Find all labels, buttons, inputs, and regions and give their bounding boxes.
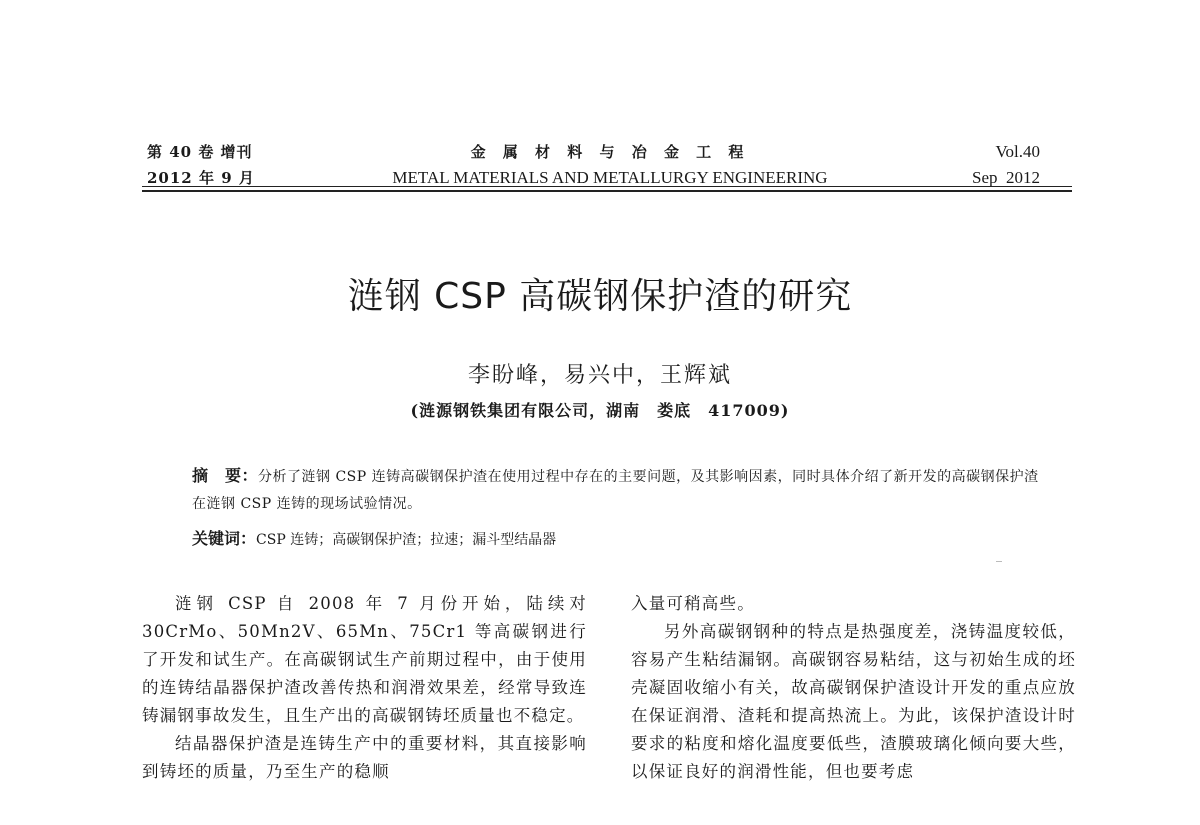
date-en: Sep 2012	[972, 168, 1040, 187]
paragraph-continued: 入量可稍高些。	[631, 594, 755, 613]
volume-en: Vol.40	[995, 142, 1040, 161]
paper-title: 涟钢 CSP 高碳钢保护渣的研究	[347, 276, 853, 317]
paragraph: 另外高碳钢钢种的特点是热强度差，浇铸温度较低，容易产生粘结漏钢。高碳钢容易粘结，这与初始生成的坯壳凝固收缩小有关，故高碳钢保护渣设计开发的重点应放在保证润滑、渣耗和提高热流上。为此，该保护渣设计时要求的粘度和熔化温度要低些，渣膜玻璃化倾向要大些，以保证良好的润滑性能，但也要考虑	[631, 622, 1076, 781]
affiliation: (涟源钢铁集团有限公司，湖南 娄底 417009)	[410, 401, 790, 420]
abstract	[192, 462, 1042, 518]
journal-name-en: METAL MATERIALS AND METALLURGY ENGINEERING	[392, 168, 828, 187]
keywords	[192, 525, 1042, 554]
date-cn: 2012 年 9 月	[147, 169, 255, 187]
header-left	[147, 139, 255, 191]
authors: 李盼峰，易兴中，王辉斌	[467, 363, 732, 388]
body-column-right	[631, 590, 1076, 786]
header-rule-thick	[142, 190, 1072, 192]
journal-name	[340, 139, 880, 191]
journal-name-cn: 金 属 材 料 与 冶 金 工 程	[470, 143, 750, 161]
abstract-label: 摘 要：	[192, 466, 259, 485]
header-right	[972, 139, 1040, 191]
scan-mark	[996, 561, 1002, 562]
keywords-text: CSP 连铸；高碳钢保护渣；拉速；漏斗型结晶器	[256, 532, 557, 548]
paragraph: 结晶器保护渣是连铸生产中的重要材料，其直接影响到铸坯的质量，乃至生产的稳顺	[142, 734, 587, 781]
volume-cn: 第 40 卷 增刊	[147, 143, 253, 161]
keywords-label: 关键词：	[192, 529, 257, 548]
paragraph: 涟钢 CSP 自 2008 年 7 月份开始，陆续对30CrMo、50Mn2V、65Mn、75Cr1 等高碳钢进行了开发和试生产。在高碳钢试生产前期过程中，由于使用的连铸结晶器保护渣改善传热和润滑效果差，经常导致连铸漏钢事故发生，且生产出的高碳钢铸坯质量也不稳定。	[142, 594, 587, 725]
abstract-text: 分析了涟钢 CSP 连铸高碳钢保护渣在使用过程中存在的主要问题，及其影响因素，同时具体介绍了新开发的高碳钢保护渣在涟钢 CSP 连铸的现场试验情况。	[192, 469, 1039, 512]
header-rule-thin	[142, 186, 1072, 187]
body-column-left	[142, 590, 587, 786]
